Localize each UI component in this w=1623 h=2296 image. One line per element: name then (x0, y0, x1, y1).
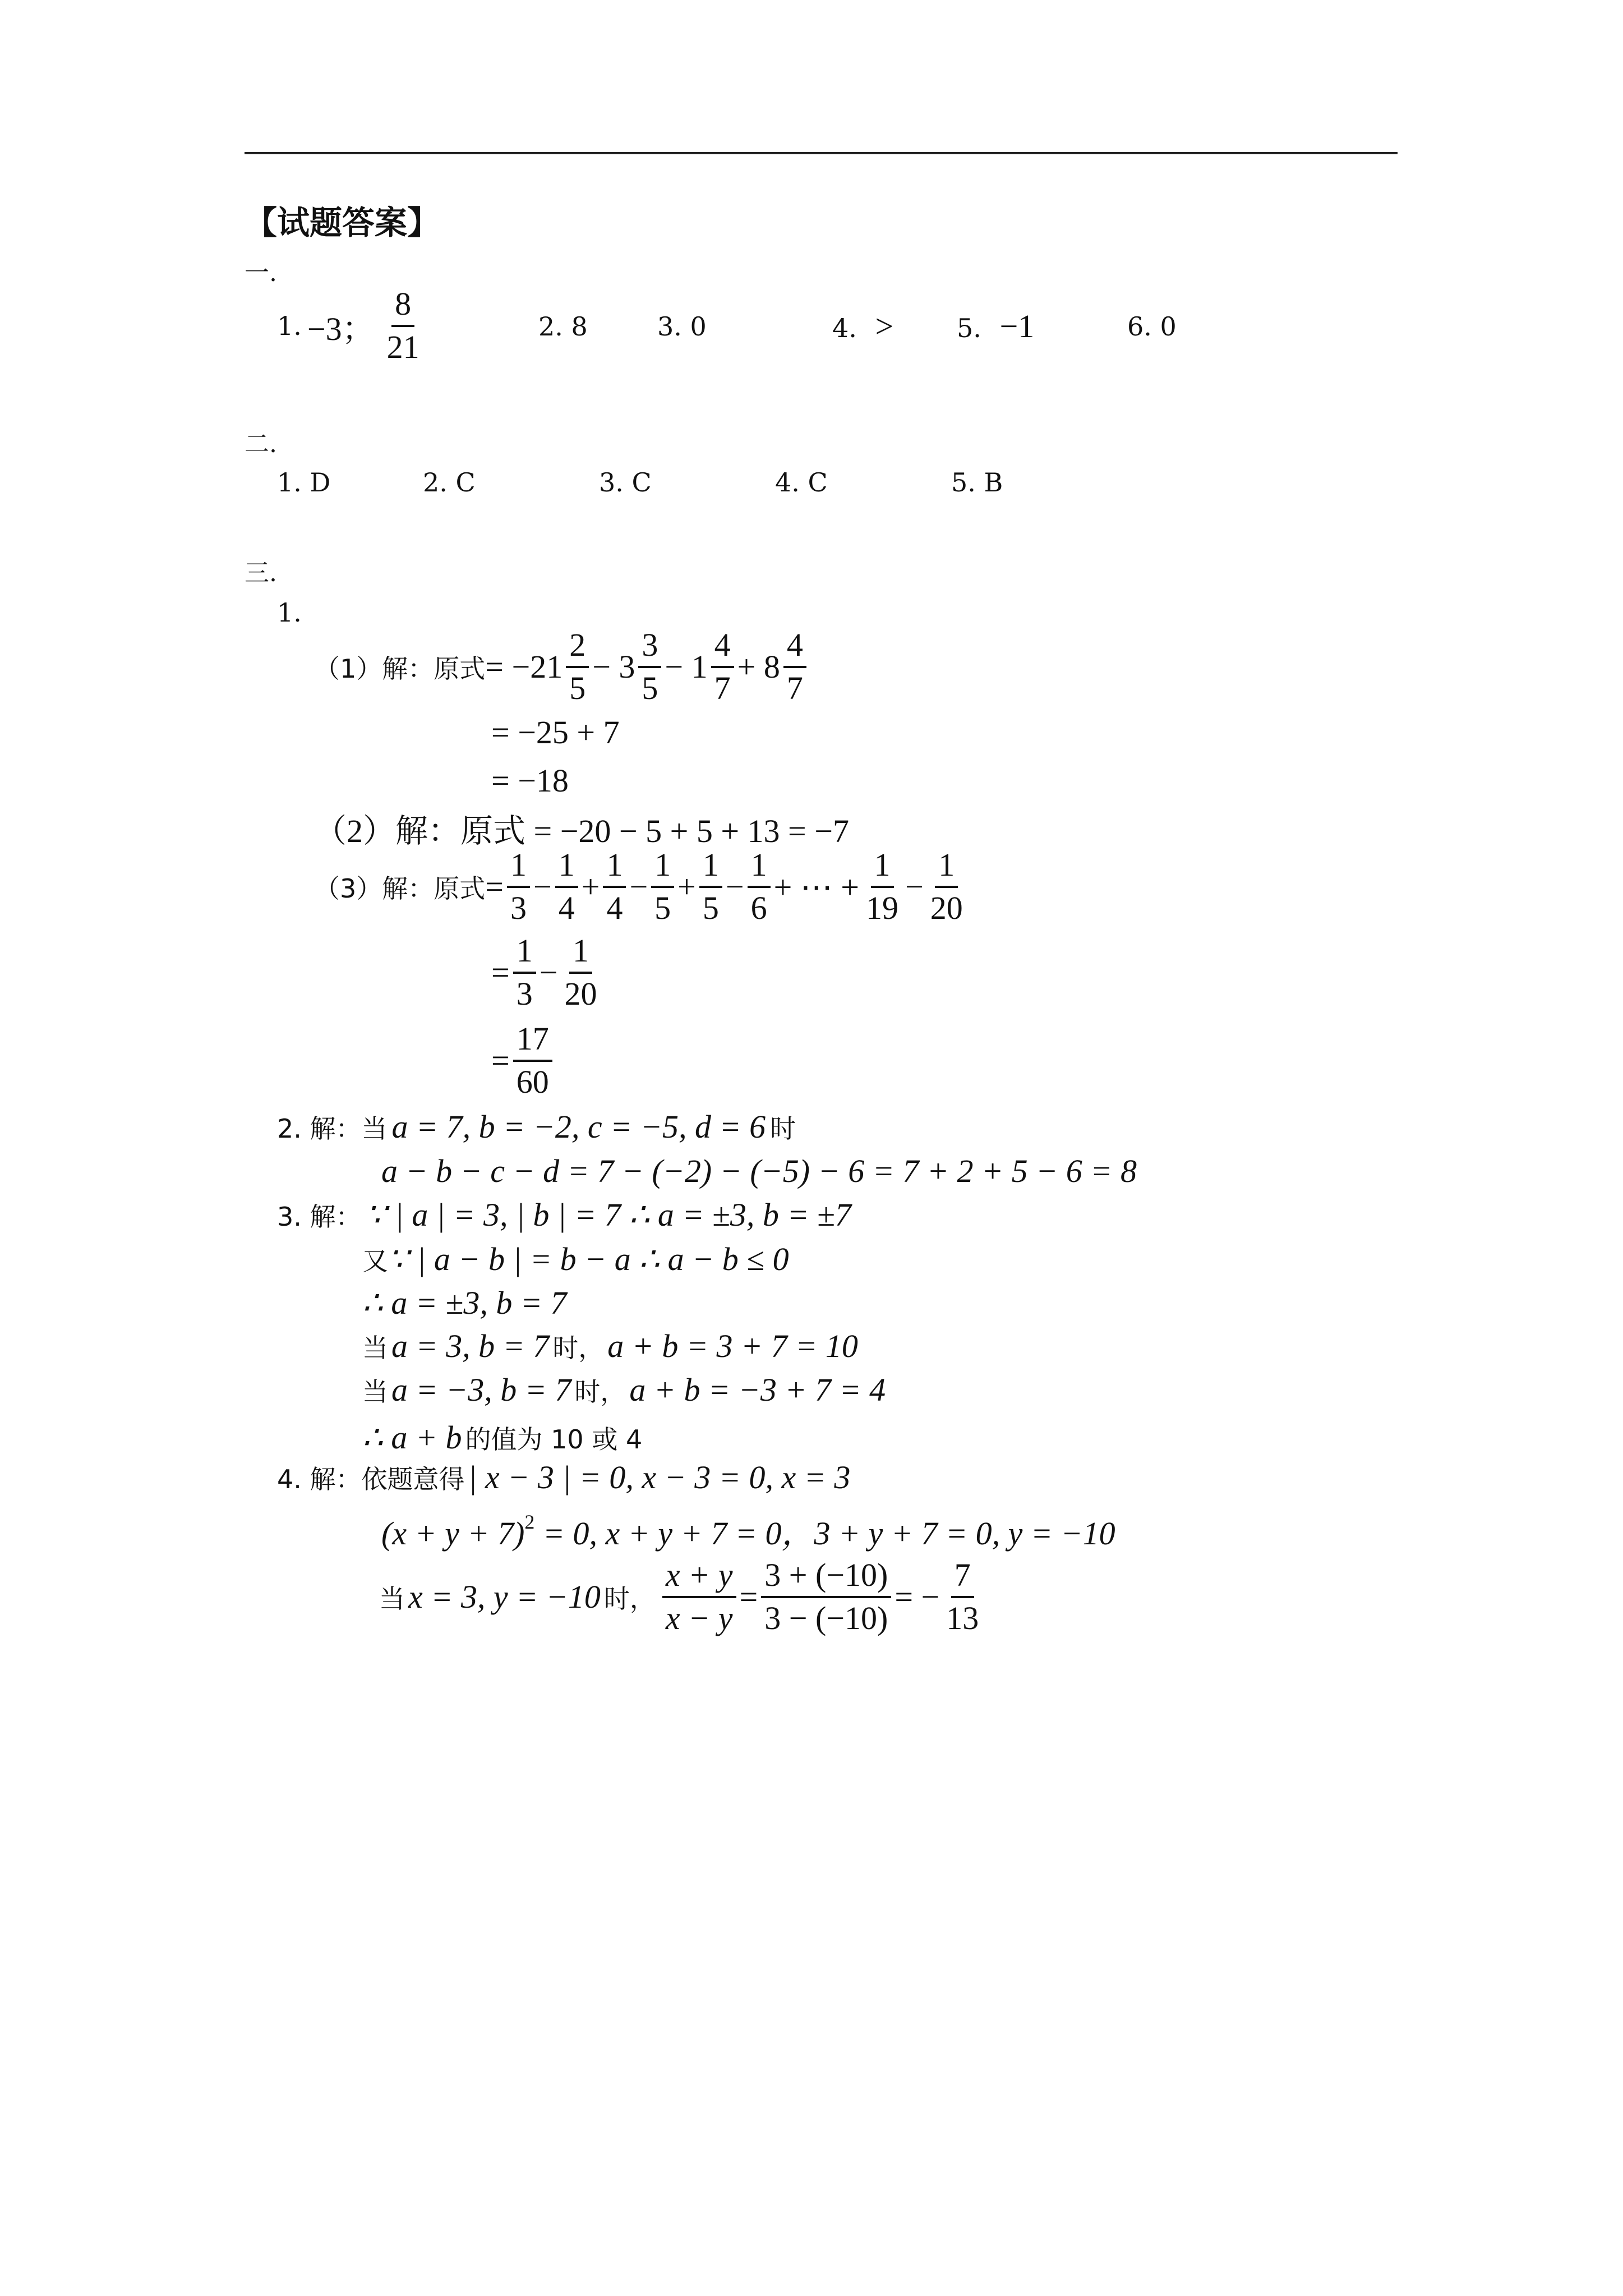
s3-q3-l4-mid: 时， (552, 1333, 605, 1363)
section-1-heading: 一. (245, 259, 277, 287)
s3-p2 (314, 804, 849, 852)
s1-q5 (957, 307, 1034, 345)
s3-q3-l1: ∵ | a | = 3, | b | = 7 ∴ a = ±3, b = ±7 (366, 1197, 851, 1233)
s2-q1: 1. D (277, 467, 331, 498)
s3-q3-line5 (362, 1371, 886, 1409)
s3-q1-label: 1. (277, 597, 302, 628)
s3-q4-l2-sup: 2 (524, 1511, 535, 1533)
s2-q3: 3. C (599, 467, 652, 498)
s3-q3-l5: a = −3, b = 7 (391, 1372, 571, 1408)
s3-q4-f2-num: 3 + (−10) (761, 1558, 891, 1598)
s3-q3-l5-pre: 当 (362, 1377, 388, 1407)
s3-q3-l3: ∴ a = ±3, b = 7 (362, 1285, 567, 1321)
s1-q3: 3. 0 (657, 311, 707, 342)
s3-p3-label: （3）解：原式 (314, 873, 486, 904)
s1-q1-frac-num: 8 (391, 287, 414, 327)
s3-q3-l4-expr: a + b = 3 + 7 = 10 (607, 1328, 858, 1364)
s3-q4-f1-den: x − y (665, 1599, 733, 1636)
s3-q3-l2: ∵ | a − b | = b − a ∴ a − b ≤ 0 (388, 1241, 789, 1277)
s3-q3-l4: a = 3, b = 7 (391, 1328, 550, 1364)
section-3-heading: 三. (245, 559, 277, 587)
s3-q3-l2-pre: 又 (362, 1246, 388, 1276)
s3-q4-f2-den: 3 − (−10) (764, 1599, 888, 1636)
s3-q4-fractions: $\frac{x + y}{x - y}$ = $\frac{3 + (-10)}{3 - (-10)}$ = − $\frac{7}{13}$ (659, 1558, 985, 1636)
s3-q4-line3 (379, 1558, 985, 1636)
page-title: 【试题答案】 (245, 204, 440, 242)
s3-q3-l6-post: 的值为 10 或 4 (465, 1424, 643, 1455)
s3-q3-line4 (362, 1327, 858, 1365)
s3-p3-result-num: 17 (513, 1022, 552, 1062)
s1-q4 (832, 307, 893, 345)
s2-q2: 2. C (423, 467, 476, 498)
s1-q5-label: 5. (957, 313, 981, 343)
s3-q4-l2b: = 0, x + y + 7 = 0，3 + y + 7 = 0, y = −10 (534, 1515, 1115, 1552)
s3-q4-l2a: (x + y + 7) (381, 1515, 525, 1552)
s1-q4-value: > (875, 308, 894, 344)
s3-q2-line2 (381, 1152, 1137, 1190)
s3-q2-label: 2. 解：当 (277, 1114, 388, 1144)
s3-q3-l4-pre: 当 (362, 1333, 388, 1363)
s1-q1 (277, 287, 426, 365)
s3-q3-line1 (277, 1195, 851, 1234)
s3-q3-label: 3. 解： (277, 1202, 362, 1232)
s3-q4-l3-pre: 当 (379, 1583, 405, 1614)
s3-q2-line1 (277, 1108, 796, 1145)
s1-q5-value: −1 (999, 308, 1035, 344)
s3-q4-l1: | x − 3 | = 0, x − 3 = 0, x = 3 (468, 1459, 851, 1496)
s3-q3-l5-expr: a + b = −3 + 7 = 4 (629, 1372, 886, 1408)
s3-p3-line2: = $\frac{1}{3}$ − $\frac{1}{20}$ (491, 932, 597, 1012)
s3-q4-f3-num: 7 (951, 1558, 974, 1598)
s3-q4-l3-mid: 时， (603, 1583, 656, 1614)
s3-p1-label: （1）解：原式 (314, 653, 486, 684)
s1-q1-frac-den: 21 (386, 328, 419, 365)
s3-p2-text: （2）解：原式 = −20 − 5 + 5 + 13 = −7 (314, 813, 849, 849)
s3-q2-condition: a = 7, b = −2, c = −5, d = 6 (391, 1108, 766, 1145)
s3-q2-when: 时 (770, 1114, 796, 1144)
section-2-heading: 二. (245, 430, 277, 458)
s3-q3-line6 (362, 1418, 642, 1456)
s1-q1-fraction (384, 287, 423, 365)
s1-q4-label: 4. (832, 313, 857, 343)
header-rule (245, 152, 1398, 154)
s1-q6: 6. 0 (1127, 311, 1177, 342)
s1-q1-value: −3； (307, 310, 375, 347)
s3-q3-l6: ∴ a + b (362, 1419, 462, 1456)
s3-q4-l3: x = 3, y = −10 (408, 1579, 601, 1616)
s3-p3-line1 (314, 848, 970, 926)
s3-p1-line3: = −18 (491, 762, 569, 799)
s3-q4-line2 (381, 1507, 1115, 1554)
s1-q1-label: 1. (277, 310, 302, 341)
s3-q4-f3-den: 13 (946, 1599, 979, 1636)
s3-p3-line3: = $\frac{17}{60}$ (491, 1022, 556, 1099)
s1-q2: 2. 8 (538, 311, 588, 342)
s3-q3-line3 (362, 1283, 567, 1322)
s3-q4-line1 (277, 1458, 850, 1496)
s3-q3-line2 (362, 1240, 789, 1278)
s3-p3-result-den: 60 (516, 1063, 549, 1100)
s3-p1-line1 (314, 628, 810, 706)
s3-p1-expr: = −21 $\frac{2}{5}$ − 3 $\frac{3}{5}$ − 1 $\frac{4}{7}$ + 8 $\frac{4}{7}$ (485, 628, 810, 706)
s2-q5: 5. B (951, 467, 1003, 498)
s3-p3-expr: = $\frac{1}{3}$ − $\frac{1}{4}$ + $\frac{1}{4}$ − $\frac{1}{5}$ + $\frac{1}{5}$ − $\frac{1}{6}$ + ⋯ + $\frac{1}{19}$ − $\frac{1}{20}$ (485, 846, 963, 926)
s3-q2-expression: a − b − c − d = 7 − (−2) − (−5) − 6 = 7 + 2 + 5 − 6 = 8 (381, 1153, 1137, 1189)
s3-q4-label: 4. 解：依题意得 (277, 1464, 465, 1494)
s3-p1-line2: = −25 + 7 (491, 714, 620, 751)
s3-q4-f1-num: x + y (662, 1558, 736, 1598)
s3-q3-l5-mid: 时， (574, 1377, 626, 1407)
s2-q4: 4. C (775, 467, 828, 498)
